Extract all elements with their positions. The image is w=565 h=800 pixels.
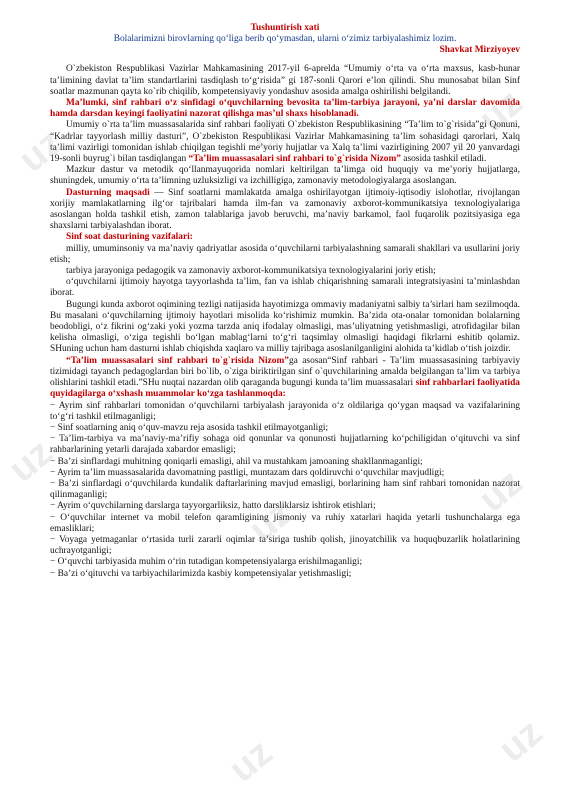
paragraph-context: Bugungi kunda axborot oqimining tezligi natijasida hayotimizga ommaviy madaniyatni salbiy ta’sirlari ham sezilmoqda. Bu masalani o‘quvchilarning ijtimoiy hayotlari misolida ko‘rishimiz mumkin. Ba’zida ota-onalar tomonidan bolalarning beodobligi, o‘z fikrini og‘zaki yoki yozma tarzda aniq ifodalay olmasligi, mas’uliyatning yetishmasligi, atrofidagilar bilan kelisha olmasligi, o‘ziga tegishli bo‘lgan mablag‘larni to‘g‘ri taqsimlay olmasligi haqidagi fikrlarni eshitib qolamiz. SHuning uchun ham dasturni ishlab chiqishda xaqlaro va milliy tajribaga asoslanilganligini alohida ta’kidlab o‘tish joizdir. <box>50 299 520 355</box>
document-title: Tushuntirish xati <box>250 23 320 33</box>
epigraph-quote: Bolalarimizni birovlarning qo‘liga berib qo‘ymasdan, ularni o‘zimiz tarbiyalashimiz lozim. <box>113 34 457 44</box>
paragraph-problems-intro: “Ta’lim muassasalari sinf rahbari to`g`risida Nizom”ga asosan“Sinf rahbari - Ta’lim muassasasining tarbiyaviy tizimidagi tayanch pedagoglardan biri bo`lib, o`ziga biriktirilgan sinf o`quvchilarining amalda belgilangan ta’lim va tarbiya olishlarini tashkil etadi.”SHu nuqtai nazardan olib qaraganda bugungi kunda ta’lim muassasalari sinf rahbarlari faoliyatida quyidagilarga o‘xshash muammolar ko‘zga tashlanmoqda: <box>50 355 521 400</box>
problem-item: − Ayrim ta’lim muassasalarida davomatning pastligi, muntazam dars qoldiruvchi o‘quvchilar mavjudligi; <box>50 467 445 478</box>
watermark-logo: uz <box>1 431 61 491</box>
paragraph-responsibility: Ma’lumki, sinf rahbari o‘z sinfidagi o‘quvchilarning bevosita ta’lim-tarbiya jarayoni, ya’ni darslar davomida hamda darsdan keyingi faoliyatini nazorat qilishga mas’ul shaxs hisoblanadi. <box>50 98 520 120</box>
goal-label: Dasturning maqsadi <box>66 187 150 198</box>
problem-item: − Ta’lim-tarbiya va ma’naviy-ma’rifiy sohaga oid qonunlar va qonunosti hujjatlarning ko‘pchiligidan o‘qituvchi va sinf rahbarlarining yetarli darajada xabardor emasligi; <box>50 434 520 456</box>
problem-item: − Voyaga yetmaganlar o‘rtasida turli zararli oqimlar ta’siriga tushib qolish, jinoyatchilik va huquqbuzarlik holatlarining uchrayotganligi; <box>50 534 520 557</box>
tasks-heading: Sinf soat dasturining vazifalari: <box>66 232 193 243</box>
task-item: tarbiya jarayoniga pedagogik va zamonaviy axborot-kommunikatsiya texnologiyalarini joriy etish; <box>66 266 436 277</box>
problem-item: − Ba’zi sinflardagi o‘quvchilarda kundalik daftarlarining mavjud emasligi, borlarining ham sinf rahbari tomonidan nazorat qilinmaganligi; <box>50 478 520 501</box>
watermark-logo: uz <box>471 81 531 141</box>
paragraph-methodology: Mazkur dastur va metodik qo‘llanmayuqorida nomlari keltirilgan ta’limga oid huquqiy va me’yoriy hujjatlarga, shuningdek, umumiy o‘rta ta’limning uzluksizligi va izchilligiga, zamonaviy metodologiyalarga asoslangan. <box>50 165 520 187</box>
problem-item: − O‘quvchilar internet va mobil telefon qaramligining jismoniy va ruhiy xatarlari haqida yetarli tushunchalarga ega emasliklari; <box>50 512 520 534</box>
watermark-logo: uz <box>11 121 71 181</box>
watermark-logo: uz <box>491 711 551 771</box>
problem-item: − Ayrim o‘quvchilarning darslarga tayyorgarliksiz, hatto darsliklarsiz ishtirok etishlari; <box>50 501 376 512</box>
watermark-logo: uz <box>241 101 301 161</box>
problem-item: − Ba’zi o‘qituvchi va tarbiyachilarimizda kasbiy kompetensiyalar yetishmasligi; <box>50 568 352 579</box>
problem-item: − Ba’zi sinflardagi muhitning qoniqarli emasligi, ahil va mustahkam jamoaning shakllanmaganligi; <box>50 456 423 467</box>
watermark-logo: uz <box>221 731 281 791</box>
watermark-logo: uz <box>471 461 531 521</box>
problem-item: − O‘quvchi tarbiyasida muhim o‘rin tutadigan kompetensiyalarga erishilmaganligi; <box>50 557 363 568</box>
task-item: o‘quvchilarni ijtimoiy hayotga tayyorlashda ta’lim, fan va ishlab chiqarishning samarali integratsiyasini ta’minlashdan iborat. <box>50 277 520 299</box>
paragraph-legal-basis: Umumiy o`rta ta’lim muassasalarida sinf rahbari faoliyati O`zbekiston Respublikasining “Ta’lim to`g`risida”gi Qonuni, “Kadrlar tayyorlash milliy dasturi”, O`zbekiston Respublikasi Vazirlar Mahkamasining ta’lim sohasidagi qarorlari, Xalq ta’limi vazirligi tomonidan ishlab chiqilgan tegishli me’yoriy hujjatlar va Xalq ta’limi vazirligining 2007 yil 20 yanvardagi 19-sonli buyrug`i bilan tasdiqlangan “Ta’lim muassasalari sinf rahbari to`g`risida Nizom” asosida tashkil etiladi. <box>50 120 520 165</box>
epigraph-author: Shavkat Mirziyoyev <box>439 45 520 56</box>
paragraph-intro: O`zbekiston Respublikasi Vazirlar Mahkamasining 2017-yil 6-aprelda “Umumiy o‘rta va o‘rta maxsus, kasb-hunar ta’limining davlat ta’lim standartlarini tasdiqlash to‘g‘risida” gi 187-sonli Qarori e’lon qilindi. Shu munosabat bilan Sinf soatlar mazmunan qayta ko`rib chiqilib, kompetensiyaviy yondashuv asosida amalga oshirilishi belgilandi. <box>50 64 520 97</box>
problem-item: − Sinf soatlarning aniq o‘quv-mavzu reja asosida tashkil etilmayotganligi; <box>50 422 329 433</box>
watermark-logo: uz <box>241 491 301 551</box>
regulation-name: “Ta’lim muassasalari sinf rahbari to`g`risida Nizom” <box>188 154 401 165</box>
document-page <box>50 22 520 580</box>
paragraph-goal: Dasturning maqsadi — Sinf soatlarni mamlakatda amalga oshirilayotgan ijtimoiy-iqtisodiy islohotlar, rivojlangan xorijiy mamlakatlarning ilg‘or tajribalari hamda ilm-fan va zamonaviy axborot-kommunikatsiya texnologiyalariga asoslangan holda tashkil etish, zamon talablariga javob beruvchi, ma’naviy barkamol, faol fuqarolik pozitsiyasiga ega shaxslarni tarbiyalashdan iborat. <box>50 187 520 232</box>
problem-item: − Ayrim sinf rahbarlari tomonidan o‘quvchilarni tarbiyalash jarayonida o‘z oldilariga qo‘ygan maqsad va vazifalarining to‘g‘ri tashkil etilmaganligi; <box>50 400 520 422</box>
task-item: milliy, umuminsoniy va ma’naviy qadriyatlar asosida o‘quvchilarni tarbiyalashning samarali shakllari va usullarini joriy etish; <box>50 243 520 265</box>
